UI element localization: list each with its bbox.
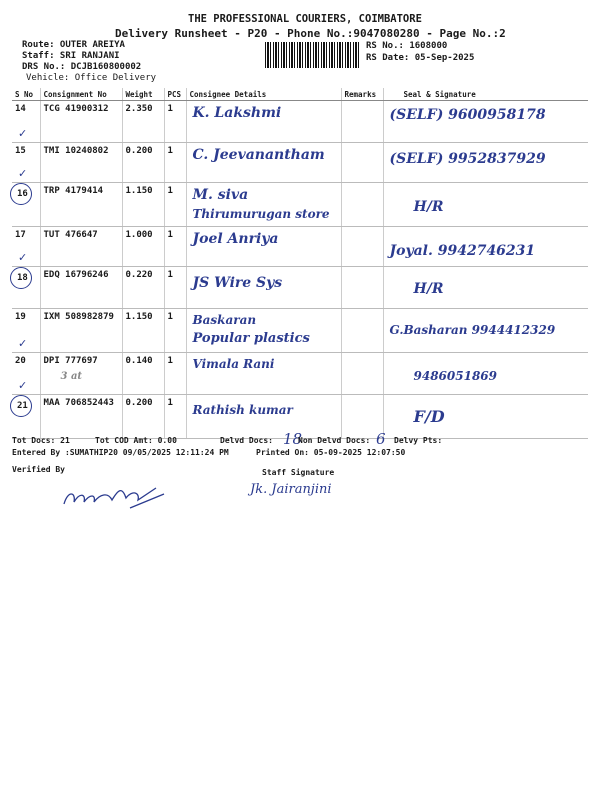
row-weight: 1.150 (122, 309, 164, 353)
staff-signature-label: Staff Signature (262, 468, 335, 477)
row-consignment: TMI 10240802 (40, 143, 122, 183)
row-weight: 1.150 (122, 183, 164, 227)
col-weight: Weight (122, 88, 164, 101)
row-signature: G.Basharan 9944412329 (389, 323, 556, 337)
col-consignee: Consignee Details (186, 88, 341, 101)
row-sno: 14 (15, 104, 26, 114)
row-sno: 21 (17, 401, 28, 411)
runsheet-table (12, 88, 588, 439)
row-sno: 20 (15, 356, 26, 366)
row-consignment: IXM 508982879 (40, 309, 122, 353)
company-name: THE PROFESSIONAL COURIERS, COIMBATORE (188, 13, 422, 25)
row-signature: (SELF) 9952837929 (389, 151, 546, 167)
row-consignee: JS Wire Sys (192, 275, 283, 291)
route-label: Route: OUTER AREIYA (22, 40, 125, 50)
row-consignee: Vimala Rani (192, 357, 275, 371)
table-row (12, 227, 588, 267)
table-row (12, 353, 588, 395)
row-pencil-note: 3 at (60, 371, 83, 382)
row-remarks (341, 309, 383, 353)
row-consignee-line2: Popular plastics (192, 331, 310, 346)
col-remarks: Remarks (341, 88, 383, 101)
row-sno: 19 (15, 312, 26, 322)
check-mark-icon: ✓ (18, 337, 28, 350)
delivered-docs-value: 18 (283, 430, 303, 448)
row-pcs: 1 (164, 395, 186, 439)
non-delivered-docs-label: Non Delvd Docs: (298, 436, 371, 445)
non-delivered-docs-value: 6 (376, 430, 386, 448)
tot-docs: Tot Docs: 21 (12, 436, 70, 445)
row-weight: 0.220 (122, 267, 164, 309)
row-signature: H/R (413, 199, 444, 215)
rs-number: RS No.: 1608000 (366, 41, 448, 51)
row-consignee: Rathish kumar (192, 403, 293, 417)
row-consignment: EDQ 16796246 (40, 267, 122, 309)
row-remarks (341, 353, 383, 395)
table-row (12, 143, 588, 183)
entered-by: Entered By :SUMATHIP20 09/05/2025 12:11:24 PM (12, 448, 229, 457)
row-consignee: Baskaran (192, 313, 257, 327)
row-consignee: Joel Anriya (192, 231, 279, 247)
row-weight: 2.350 (122, 101, 164, 143)
table-header-row (12, 88, 588, 101)
row-sno: 16 (17, 189, 28, 199)
row-pcs: 1 (164, 353, 186, 395)
row-signature: H/R (413, 281, 444, 297)
verified-by-label: Verified By (12, 465, 65, 474)
runsheet-subtitle: Delivery Runsheet - P20 - Phone No.:9047080280 - Page No.:2 (115, 27, 506, 40)
barcode (265, 42, 361, 68)
table-row (12, 309, 588, 353)
row-sno: 17 (15, 230, 26, 240)
row-weight: 0.200 (122, 395, 164, 439)
staff-signature: Jk. Jairanjini (250, 482, 332, 497)
row-sno: 15 (15, 146, 26, 156)
row-signature: Joyal. 9942746231 (389, 243, 536, 259)
table-row (12, 267, 588, 309)
row-consignment: DPI 777697 (43, 356, 98, 366)
row-pcs: 1 (164, 183, 186, 227)
row-pcs: 1 (164, 309, 186, 353)
row-signature: F/D (413, 407, 445, 426)
row-weight: 1.000 (122, 227, 164, 267)
drs-number: DRS No.: DCJB160800002 (22, 62, 142, 72)
row-pcs: 1 (164, 101, 186, 143)
check-mark-icon: ✓ (18, 167, 28, 180)
row-remarks (341, 101, 383, 143)
row-consignment: MAA 706852443 (40, 395, 122, 439)
col-sno: S No (12, 88, 40, 101)
staff-label: Staff: SRI RANJANI (22, 51, 120, 61)
row-consignment: TUT 476647 (40, 227, 122, 267)
row-consignee: C. Jeevanantham (192, 147, 325, 163)
col-pcs: PCS (164, 88, 186, 101)
delivery-points-label: Delvy Pts: (394, 436, 443, 445)
row-remarks (341, 183, 383, 227)
col-consignment: Consignment No (40, 88, 122, 101)
col-signature: Seal & Signature (383, 88, 588, 101)
delivered-docs-label: Delvd Docs: (220, 436, 273, 445)
row-remarks (341, 227, 383, 267)
check-mark-icon: ✓ (18, 127, 28, 140)
check-mark-icon: ✓ (18, 379, 28, 392)
row-signature: (SELF) 9600958178 (389, 107, 546, 123)
tot-cod-amount: Tot COD Amt: 0.00 (95, 436, 177, 445)
row-consignment: TRP 4179414 (40, 183, 122, 227)
row-signature: 9486051869 (413, 369, 497, 383)
table-row (12, 101, 588, 143)
row-remarks (341, 267, 383, 309)
table-row (12, 183, 588, 227)
verifier-signature (60, 480, 170, 510)
row-weight: 0.200 (122, 143, 164, 183)
row-weight: 0.140 (122, 353, 164, 395)
row-pcs: 1 (164, 267, 186, 309)
row-pcs: 1 (164, 227, 186, 267)
vehicle-label: Vehicle: Office Delivery (26, 73, 157, 83)
printed-on: Printed On: 05-09-2025 12:07:50 (256, 448, 406, 457)
row-consignment: TCG 41900312 (40, 101, 122, 143)
row-sno: 18 (17, 273, 28, 283)
rs-date: RS Date: 05-Sep-2025 (366, 53, 475, 63)
row-pcs: 1 (164, 143, 186, 183)
row-consignee-line2: Thirumurugan store (192, 207, 330, 221)
row-consignee: K. Lakshmi (192, 105, 282, 121)
row-consignee: M. siva (192, 187, 249, 203)
check-mark-icon: ✓ (18, 251, 28, 264)
row-remarks (341, 143, 383, 183)
